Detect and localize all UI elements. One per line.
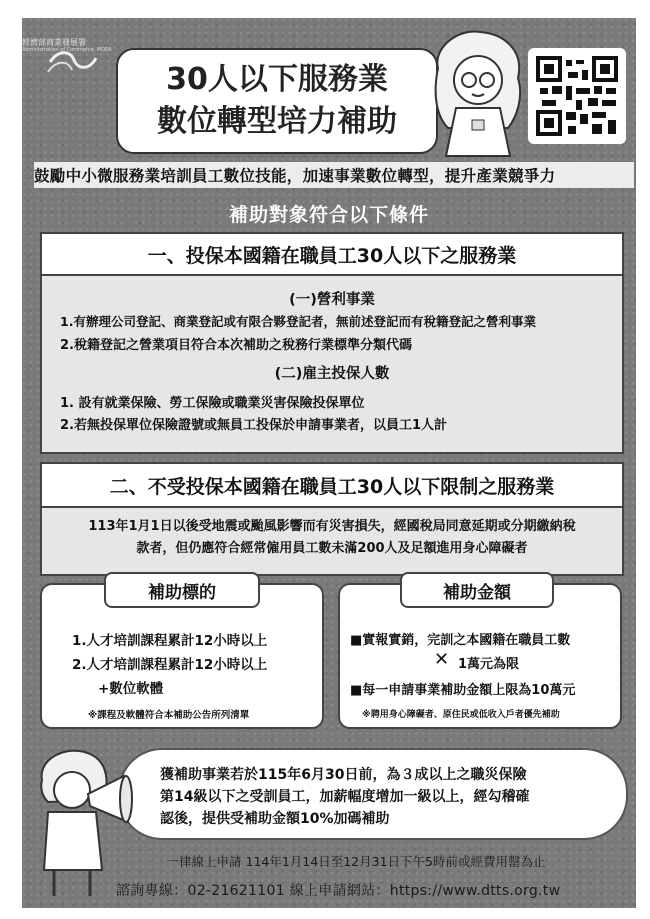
section2-box xyxy=(40,462,624,576)
section1-heading: 一、投保本國籍在職員工30人以下之服務業 xyxy=(42,234,622,276)
conditions-title-text: 補助對象符合以下條件 xyxy=(228,203,429,226)
amount-line2: 1萬元為限 xyxy=(458,657,520,672)
section1-part1-heading: (一)營利事業 xyxy=(289,292,375,308)
target-card-tab: 補助標的 xyxy=(104,572,260,608)
section1-part2-heading: (二)雇主投保人數 xyxy=(274,366,390,382)
amount-line1: ■實報實銷，完訓之本國籍在職員工數 xyxy=(350,633,571,648)
list-item: 1.有辦理公司登記、商業登記或有限合夥登記者，無前述登記而有稅籍登記之營利事業 xyxy=(60,314,536,329)
list-item: 2.稅籍登記之營業項目符合本次補助之稅務行業標準分類代碼 xyxy=(60,338,412,353)
amount-line3: ■每一申請事業補助金額上限為10萬元 xyxy=(350,683,576,698)
bonus-line2: 第14級以下之受訓員工，加薪幅度增加一級以上，經勾稽確 xyxy=(160,789,530,805)
bonus-line3: 認後，提供受補助金額10%加碼補助 xyxy=(160,811,390,827)
logo-subtitle: Administration of Commerce, MOEA xyxy=(22,47,112,53)
qr-code-icon[interactable] xyxy=(528,48,626,144)
section2-line1: 113年1月1日以後受地震或颱風影響而有災害損失，經國稅局同意延期或分期繳納稅 xyxy=(88,519,576,534)
multiply-icon: ✕ xyxy=(434,649,450,670)
bonus-line1: 獲補助事業若於115年6月30日前，為３成以上之職災保險 xyxy=(160,767,527,783)
page-title-line1: 30人以下服務業 xyxy=(166,62,388,97)
logo-name: 經濟部商業發展署 xyxy=(22,38,86,47)
amount-note: ※聘用身心障礙者、原住民或低收入戶者優先補助 xyxy=(362,710,560,720)
section1-box xyxy=(40,232,624,454)
amount-card-tab: 補助金額 xyxy=(400,572,554,608)
section2-heading: 二、不受投保本國籍在職員工30人以下限制之服務業 xyxy=(42,464,622,508)
target-line3: +數位軟體 xyxy=(98,681,164,697)
apply-period: 一律線上申請 114年1月14日至12月31日下午5時前或經費用罄為止 xyxy=(166,854,546,869)
list-item: 1. 設有就業保險、勞工保險或職業災害保險投保單位 xyxy=(60,396,365,411)
bonus-bubble xyxy=(118,748,628,840)
list-item: 2.若無投保單位保險證號或無員工投保於申請事業者，以員工1人計 xyxy=(60,418,448,433)
section2-body xyxy=(42,508,622,574)
subtitle: 鼓勵中小微服務業培訓員工數位技能，加速事業數位轉型，提升產業競爭力 xyxy=(34,162,634,188)
megaphone-icon xyxy=(28,740,138,900)
section2-line2: 款者，但仍應符合經常僱用員工數未滿200人及足額進用身心障礙者 xyxy=(136,541,528,556)
section1-body xyxy=(42,276,622,452)
target-line2: 2.人才培訓課程累計12小時以上 xyxy=(72,657,268,673)
title-box xyxy=(116,48,438,154)
target-line1: 1.人才培訓課程累計12小時以上 xyxy=(72,633,268,649)
page-title-line2: 數位轉型培力補助 xyxy=(157,104,397,139)
conditions-title xyxy=(22,198,636,228)
target-note: ※課程及軟體符合本補助公告所列清單 xyxy=(88,710,250,721)
contact-info[interactable]: 諮詢專線：02-21621101 線上申請網站：https://www.dtts.org.tw xyxy=(116,883,561,899)
mascot-girl-icon xyxy=(428,28,528,158)
